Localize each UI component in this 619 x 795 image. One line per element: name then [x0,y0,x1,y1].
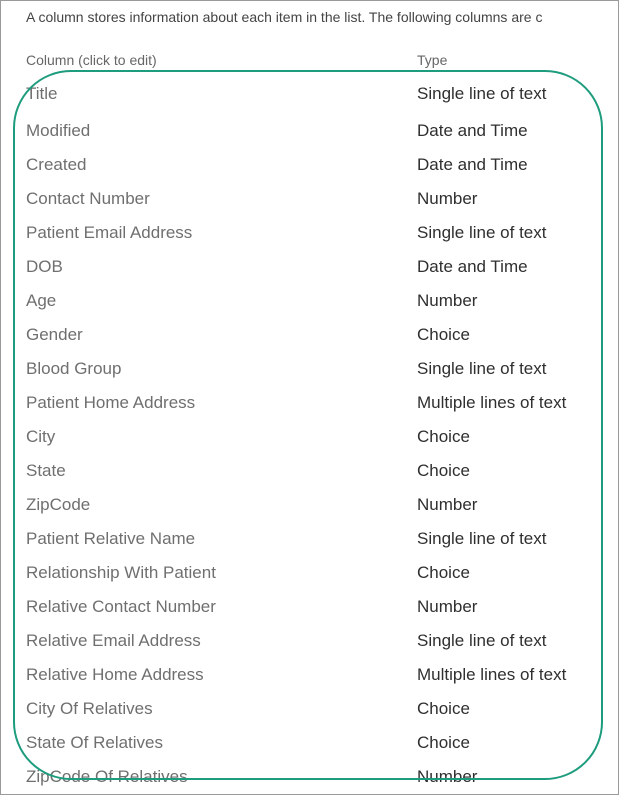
table-row [1,387,618,421]
table-row [1,217,618,251]
column-name-link[interactable]: DOB [26,257,63,276]
table-row [1,557,618,591]
table-row [1,727,618,761]
table-row [1,489,618,523]
column-name-link[interactable]: Relative Home Address [26,665,204,684]
table-row [1,455,618,489]
column-name-link[interactable]: ZipCode Of Relatives [26,767,188,786]
table-row [1,591,618,625]
column-name-link[interactable]: Contact Number [26,189,150,208]
column-type: Choice [417,427,470,446]
intro-text: A column stores information about each item in the list. The following columns are c [26,9,543,25]
column-type: Multiple lines of text [417,393,567,412]
column-name-link[interactable]: Patient Email Address [26,223,193,242]
column-type: Date and Time [417,155,528,174]
table-row [1,693,618,727]
column-type: Number [417,291,478,310]
column-type: Choice [417,563,470,582]
table-row [1,761,618,795]
column-name-link[interactable]: Gender [26,325,83,344]
column-type: Number [417,495,478,514]
table-row [1,353,618,387]
column-name-link[interactable]: Age [26,291,57,310]
column-name-link[interactable]: Modified [26,121,91,140]
column-type: Single line of text [417,631,547,650]
table-row [1,421,618,455]
column-name-link[interactable]: State Of Relatives [26,733,164,752]
column-name-link[interactable]: City [26,427,56,446]
column-type: Choice [417,325,470,344]
table-row [1,285,618,319]
column-name-link[interactable]: Blood Group [26,359,122,378]
column-type: Number [417,767,478,786]
column-type: Single line of text [417,529,547,548]
column-type: Choice [417,461,470,480]
column-header: Column (click to edit) [26,52,157,68]
table-row [1,78,618,115]
column-name-link[interactable]: Relationship With Patient [26,563,216,582]
column-type: Number [417,597,478,616]
column-name-link[interactable]: Patient Home Address [26,393,196,412]
column-name-link[interactable]: Title [26,84,58,103]
column-type: Date and Time [417,121,528,140]
table-row [1,149,618,183]
table-row [1,659,618,693]
table-row [1,251,618,285]
table-row [1,625,618,659]
column-list [1,78,618,795]
column-type: Number [417,189,478,208]
column-type: Choice [417,699,470,718]
column-type: Choice [417,733,470,752]
table-row [1,115,618,149]
column-type: Date and Time [417,257,528,276]
table-row [1,183,618,217]
column-type: Multiple lines of text [417,665,567,684]
column-type: Single line of text [417,223,547,242]
table-row [1,523,618,557]
column-name-link[interactable]: City Of Relatives [26,699,153,718]
table-row [1,319,618,353]
column-name-link[interactable]: Created [26,155,87,174]
column-type: Single line of text [417,359,547,378]
column-name-link[interactable]: ZipCode [26,495,91,514]
column-name-link[interactable]: Relative Email Address [26,631,201,650]
column-type: Single line of text [417,84,547,103]
column-name-link[interactable]: State [26,461,66,480]
type-header: Type [417,52,448,68]
column-name-link[interactable]: Patient Relative Name [26,529,196,548]
column-name-link[interactable]: Relative Contact Number [26,597,216,616]
